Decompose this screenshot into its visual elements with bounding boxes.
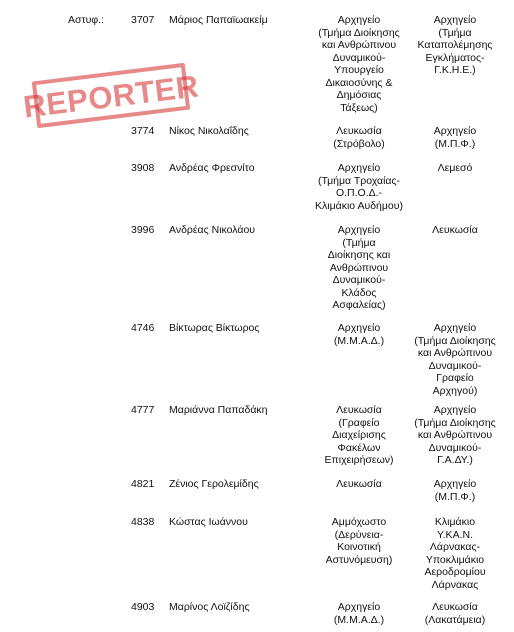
current-posting-line: (Δερύνεια-: [334, 528, 384, 541]
officer-name: Ανδρέας Φρεσνίτο: [169, 162, 255, 174]
current-posting-line: Δικαιοσύνης &: [325, 76, 393, 89]
officer-name: Μάριος Παπαϊωακείμ: [169, 14, 268, 26]
officer-name: Ζένιος Γερολεμίδης: [169, 478, 259, 490]
new-posting: [402, 601, 508, 626]
svg-text:REPORTER: REPORTER: [21, 67, 201, 125]
rank-label: Αστυφ.:: [68, 14, 105, 26]
new-posting-line: (Μ.Π.Φ.): [434, 490, 476, 503]
badge-number: 4821: [131, 478, 155, 490]
new-posting-line: (Τμήμα Διοίκησης: [414, 334, 496, 347]
current-posting-line: Αμμόχωστο: [331, 516, 387, 528]
current-posting-line: Αρχηγείο: [337, 601, 381, 613]
current-posting-line: Ανθρώπινου: [329, 261, 389, 274]
new-posting-line: και Ανθρώπινου: [417, 429, 493, 441]
reporter-watermark-logo: [21, 67, 201, 125]
current-posting-line: Διαχείρισης: [332, 429, 386, 441]
badge-number: 4777: [131, 404, 155, 416]
current-posting-line: (Γραφείο: [338, 416, 380, 429]
current-posting: [300, 14, 418, 114]
badge-number: 3996: [131, 224, 155, 236]
current-posting: [300, 601, 418, 626]
current-posting-line: Λευκωσία: [336, 478, 382, 490]
current-posting-line: Λευκωσία: [336, 404, 382, 416]
new-posting-line: Αρχηγείο: [433, 125, 477, 137]
current-posting-line: Κλάδος: [341, 286, 377, 299]
current-posting-line: Δυναμικού-: [332, 51, 386, 64]
new-posting-line: Αεροδρομίου: [424, 566, 486, 578]
current-posting-line: Φακέλων: [337, 441, 381, 454]
current-posting-line: (Τμήμα Τροχαίας-: [317, 174, 401, 187]
new-posting-line: Λάρνακας-: [429, 541, 481, 553]
current-posting-line: Δυναμικού-: [332, 274, 386, 286]
new-posting-line: Αρχηγείο: [433, 478, 477, 490]
current-posting-line: και Ανθρώπινου: [321, 39, 397, 51]
new-posting: [402, 14, 508, 77]
badge-number: 4903: [131, 601, 155, 613]
current-posting-line: Υπουργείο: [334, 64, 384, 76]
new-posting-line: Λευκωσία: [432, 601, 478, 613]
new-posting-line: (Τμήμα Διοίκησης: [414, 416, 496, 429]
new-posting-line: (Λακατάμεια): [424, 613, 486, 626]
new-posting-line: Λάρνακας: [431, 578, 479, 591]
officer-name: Μαρίνος Λοϊζίδης: [169, 601, 250, 613]
current-posting-line: (Μ.Μ.Α.Δ.): [333, 613, 385, 626]
current-posting: [300, 162, 418, 212]
badge-number: 4746: [131, 322, 155, 334]
officer-name: Μαριάννα Παπαδάκη: [169, 404, 268, 416]
new-posting: [402, 224, 508, 237]
current-posting-line: Λευκωσία: [336, 125, 382, 137]
officer-name: Κώστας Ιωάννου: [169, 516, 248, 528]
current-posting: [300, 478, 418, 491]
new-posting-line: και Ανθρώπινου: [417, 347, 493, 359]
new-posting: [402, 322, 508, 397]
new-posting: [402, 162, 508, 175]
officer-name: Ανδρέας Νικολάου: [169, 224, 256, 236]
new-posting-line: (Τμήμα: [438, 26, 472, 39]
current-posting-line: Αρχηγείο: [337, 322, 381, 334]
new-posting-line: Γραφείο: [436, 372, 474, 384]
new-posting: [402, 478, 508, 503]
current-posting: [300, 322, 418, 347]
new-posting-line: Αρχηγού): [432, 384, 478, 397]
current-posting-line: (Τμήμα: [342, 236, 376, 249]
current-posting-line: Αρχηγείο: [337, 162, 381, 174]
new-posting-line: Λεμεσό: [437, 162, 473, 174]
new-posting-line: Αρχηγείο: [433, 14, 477, 26]
new-posting-line: Γ.Κ.Η.Ε.): [434, 64, 476, 76]
current-posting-line: (Στρόβολο): [333, 137, 385, 150]
new-posting-line: Υ.ΚΑ.Ν.: [436, 528, 473, 541]
new-posting-line: Κλιμάκιο: [434, 516, 476, 528]
new-posting: [402, 404, 508, 467]
current-posting-line: (Μ.Μ.Α.Δ.): [333, 334, 385, 347]
officer-name: Νίκος Νικολαΐδης: [169, 125, 249, 137]
current-posting-line: Επιχειρήσεων): [324, 454, 394, 466]
new-posting-line: Δυναμικού-: [428, 441, 482, 454]
current-posting-line: (Τμήμα Διοίκησης: [318, 26, 400, 39]
reporter-watermark-stamp: [21, 63, 201, 128]
current-posting: [300, 224, 418, 312]
new-posting: [402, 125, 508, 150]
officer-name: Βίκτωρας Βίκτωρος: [169, 322, 260, 334]
new-posting-line: (Μ.Π.Φ.): [434, 137, 476, 150]
current-posting-line: Τάξεως): [340, 101, 378, 114]
current-posting-line: Διοίκησης και: [327, 249, 391, 261]
new-posting-line: Καταπολέμησης: [417, 39, 493, 51]
new-posting-line: Εγκλήματος-: [425, 51, 485, 64]
badge-number: 3908: [131, 162, 155, 174]
badge-number: 3774: [131, 125, 155, 137]
new-posting-line: Αρχηγείο: [433, 404, 477, 416]
current-posting-line: Δημόσιας: [336, 89, 382, 101]
badge-number: 4838: [131, 516, 155, 528]
current-posting-line: Κοινοτική: [337, 541, 381, 553]
current-posting-line: Αρχηγείο: [337, 224, 381, 236]
current-posting-line: Ασφαλείας): [332, 299, 386, 311]
current-posting-line: Αστυνόμευση): [325, 553, 393, 566]
new-posting-line: Λευκωσία: [432, 224, 478, 236]
new-posting-line: Δυναμικού-: [428, 359, 482, 372]
badge-number: 3707: [131, 14, 155, 26]
current-posting-line: Αρχηγείο: [337, 14, 381, 26]
current-posting-line: Ο.Π.Ο.Δ.-: [335, 187, 383, 199]
current-posting: [300, 125, 418, 150]
new-posting-line: Υποκλιμάκιο: [425, 553, 485, 566]
current-posting: [300, 404, 418, 467]
current-posting: [300, 516, 418, 566]
new-posting-line: Αρχηγείο: [433, 322, 477, 334]
new-posting-line: Γ.Α.ΔΥ.): [437, 454, 473, 466]
new-posting: [402, 516, 508, 591]
current-posting-line: Κλιμάκιο Αυδήμου): [314, 199, 404, 212]
